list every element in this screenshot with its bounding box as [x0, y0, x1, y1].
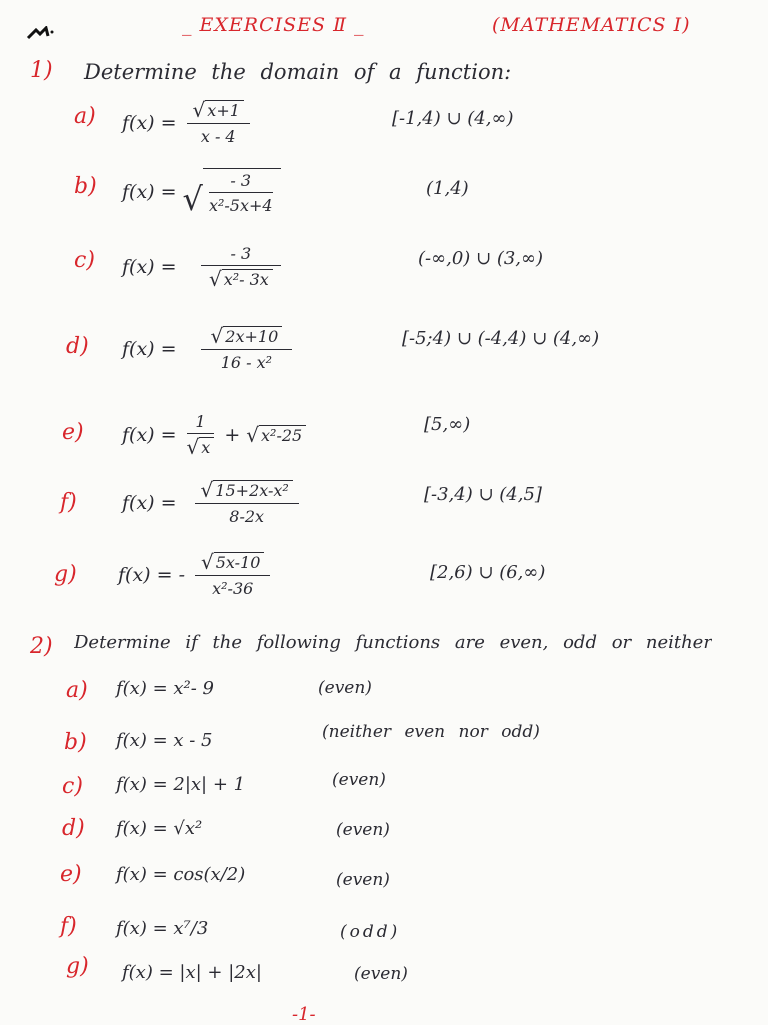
item-1e-answer: [5,∞)	[424, 414, 471, 435]
item-1a-label: a)	[74, 104, 96, 129]
item-1c-label: c)	[74, 248, 95, 273]
fraction: √ 15+2x-x² 8-2x	[195, 480, 299, 526]
item-2e-label: e)	[60, 862, 82, 887]
page-number: -1-	[292, 1004, 316, 1025]
item-2c-function: f(x) = 2|x| + 1	[116, 774, 246, 795]
fraction	[209, 171, 273, 215]
question-1-number: 1)	[30, 58, 53, 83]
numerator: 5x-10	[214, 552, 265, 572]
plus-sign: +	[224, 424, 241, 446]
fraction: √ 2x+10 16 - x²	[201, 326, 293, 372]
item-2b-function: f(x) = x - 5	[116, 730, 213, 751]
fraction: √ 5x-10 x²-36	[195, 552, 270, 598]
item-1b-label: b)	[74, 174, 97, 199]
numerator: - 3	[230, 244, 252, 263]
function-lhs: f(x) =	[122, 112, 177, 134]
item-1b-answer: (1,4)	[426, 178, 469, 199]
item-1f-label: f)	[60, 490, 77, 515]
item-1e-function: f(x) = 1 √ x + √ x²-25	[122, 412, 306, 458]
item-2a-function: f(x) = x²- 9	[116, 678, 215, 699]
item-2b-label: b)	[64, 730, 87, 755]
item-1g-function	[118, 552, 274, 598]
item-2d-function: f(x) = √x²	[116, 818, 203, 839]
fraction: - 3 √ x²- 3x	[201, 244, 282, 290]
function-lhs: f(x) = -	[118, 564, 185, 586]
function-lhs: f(x) =	[122, 180, 177, 203]
item-1d-function	[122, 326, 296, 372]
numerator: 1	[195, 412, 206, 431]
item-2d-label: d)	[62, 816, 85, 841]
item-2e-answer: (even)	[336, 870, 390, 890]
sheet-title: _ EXERCISES Ⅱ _	[182, 14, 365, 36]
item-2d-answer: (even)	[336, 820, 390, 840]
denominator: x²-5x+4	[208, 196, 273, 215]
item-2f-answer: (odd)	[340, 922, 401, 942]
function-lhs: f(x) =	[122, 338, 177, 360]
item-1f-answer: [-3,4) ∪ (4,5]	[424, 484, 542, 505]
question-1-prompt: Determine the domain of a function:	[84, 60, 512, 84]
item-1g-label: g)	[54, 562, 77, 587]
item-2g-answer: (even)	[354, 964, 408, 984]
item-1a-function	[122, 100, 254, 146]
fraction: 1 √ x	[187, 412, 215, 458]
item-2f-label: f)	[60, 914, 77, 939]
item-1d-label: d)	[66, 334, 89, 359]
item-2a-answer: (even)	[318, 678, 372, 698]
item-1f-function	[122, 480, 303, 526]
function-lhs: f(x) =	[122, 424, 177, 446]
item-1d-answer: [-5;4) ∪ (-4,4) ∪ (4,∞)	[402, 328, 600, 349]
second-radicand: x²-25	[259, 425, 306, 445]
numerator: x+1	[205, 100, 244, 120]
item-2a-label: a)	[66, 678, 88, 703]
course-title: (MATHEMATICS I)	[492, 14, 691, 36]
numerator: 2x+10	[223, 326, 282, 346]
item-2g-label: g)	[66, 954, 89, 979]
denominator: x - 4	[200, 127, 236, 146]
question-2-number: 2)	[30, 634, 53, 659]
item-1a-answer: [-1,4) ∪ (4,∞)	[392, 108, 514, 129]
item-2c-answer: (even)	[332, 770, 386, 790]
item-1b-function: f(x) = √ $\frac{- 3}{\text{x²-5x+4}}$	[122, 168, 281, 215]
item-2e-function: f(x) = cos(x/2)	[116, 864, 246, 885]
function-lhs: f(x) =	[122, 492, 177, 514]
function-lhs: f(x) =	[122, 256, 177, 278]
item-1c-answer: (-∞,0) ∪ (3,∞)	[418, 248, 544, 269]
denominator: 16 - x²	[220, 353, 273, 372]
item-2c-label: c)	[62, 774, 83, 799]
denominator: x²- 3x	[222, 269, 273, 289]
question-2-prompt: Determine if the following functions are even, odd or neither	[74, 632, 712, 653]
item-1g-answer: [2,6) ∪ (6,∞)	[430, 562, 546, 583]
numerator: 15+2x-x²	[213, 480, 293, 500]
numerator: - 3	[230, 171, 252, 190]
item-1c-function	[122, 244, 285, 290]
fraction: √ x+1 x - 4	[187, 100, 250, 146]
denominator: x	[199, 437, 214, 457]
denominator: x²-36	[212, 579, 254, 598]
item-2f-function: f(x) = x⁷/3	[116, 918, 209, 939]
item-2b-answer: (neither even nor odd)	[322, 722, 540, 742]
item-1e-label: e)	[62, 420, 84, 445]
item-2g-function: f(x) = |x| + |2x|	[122, 962, 262, 983]
denominator: 8-2x	[229, 507, 265, 526]
ink-smudge-icon	[26, 26, 56, 40]
